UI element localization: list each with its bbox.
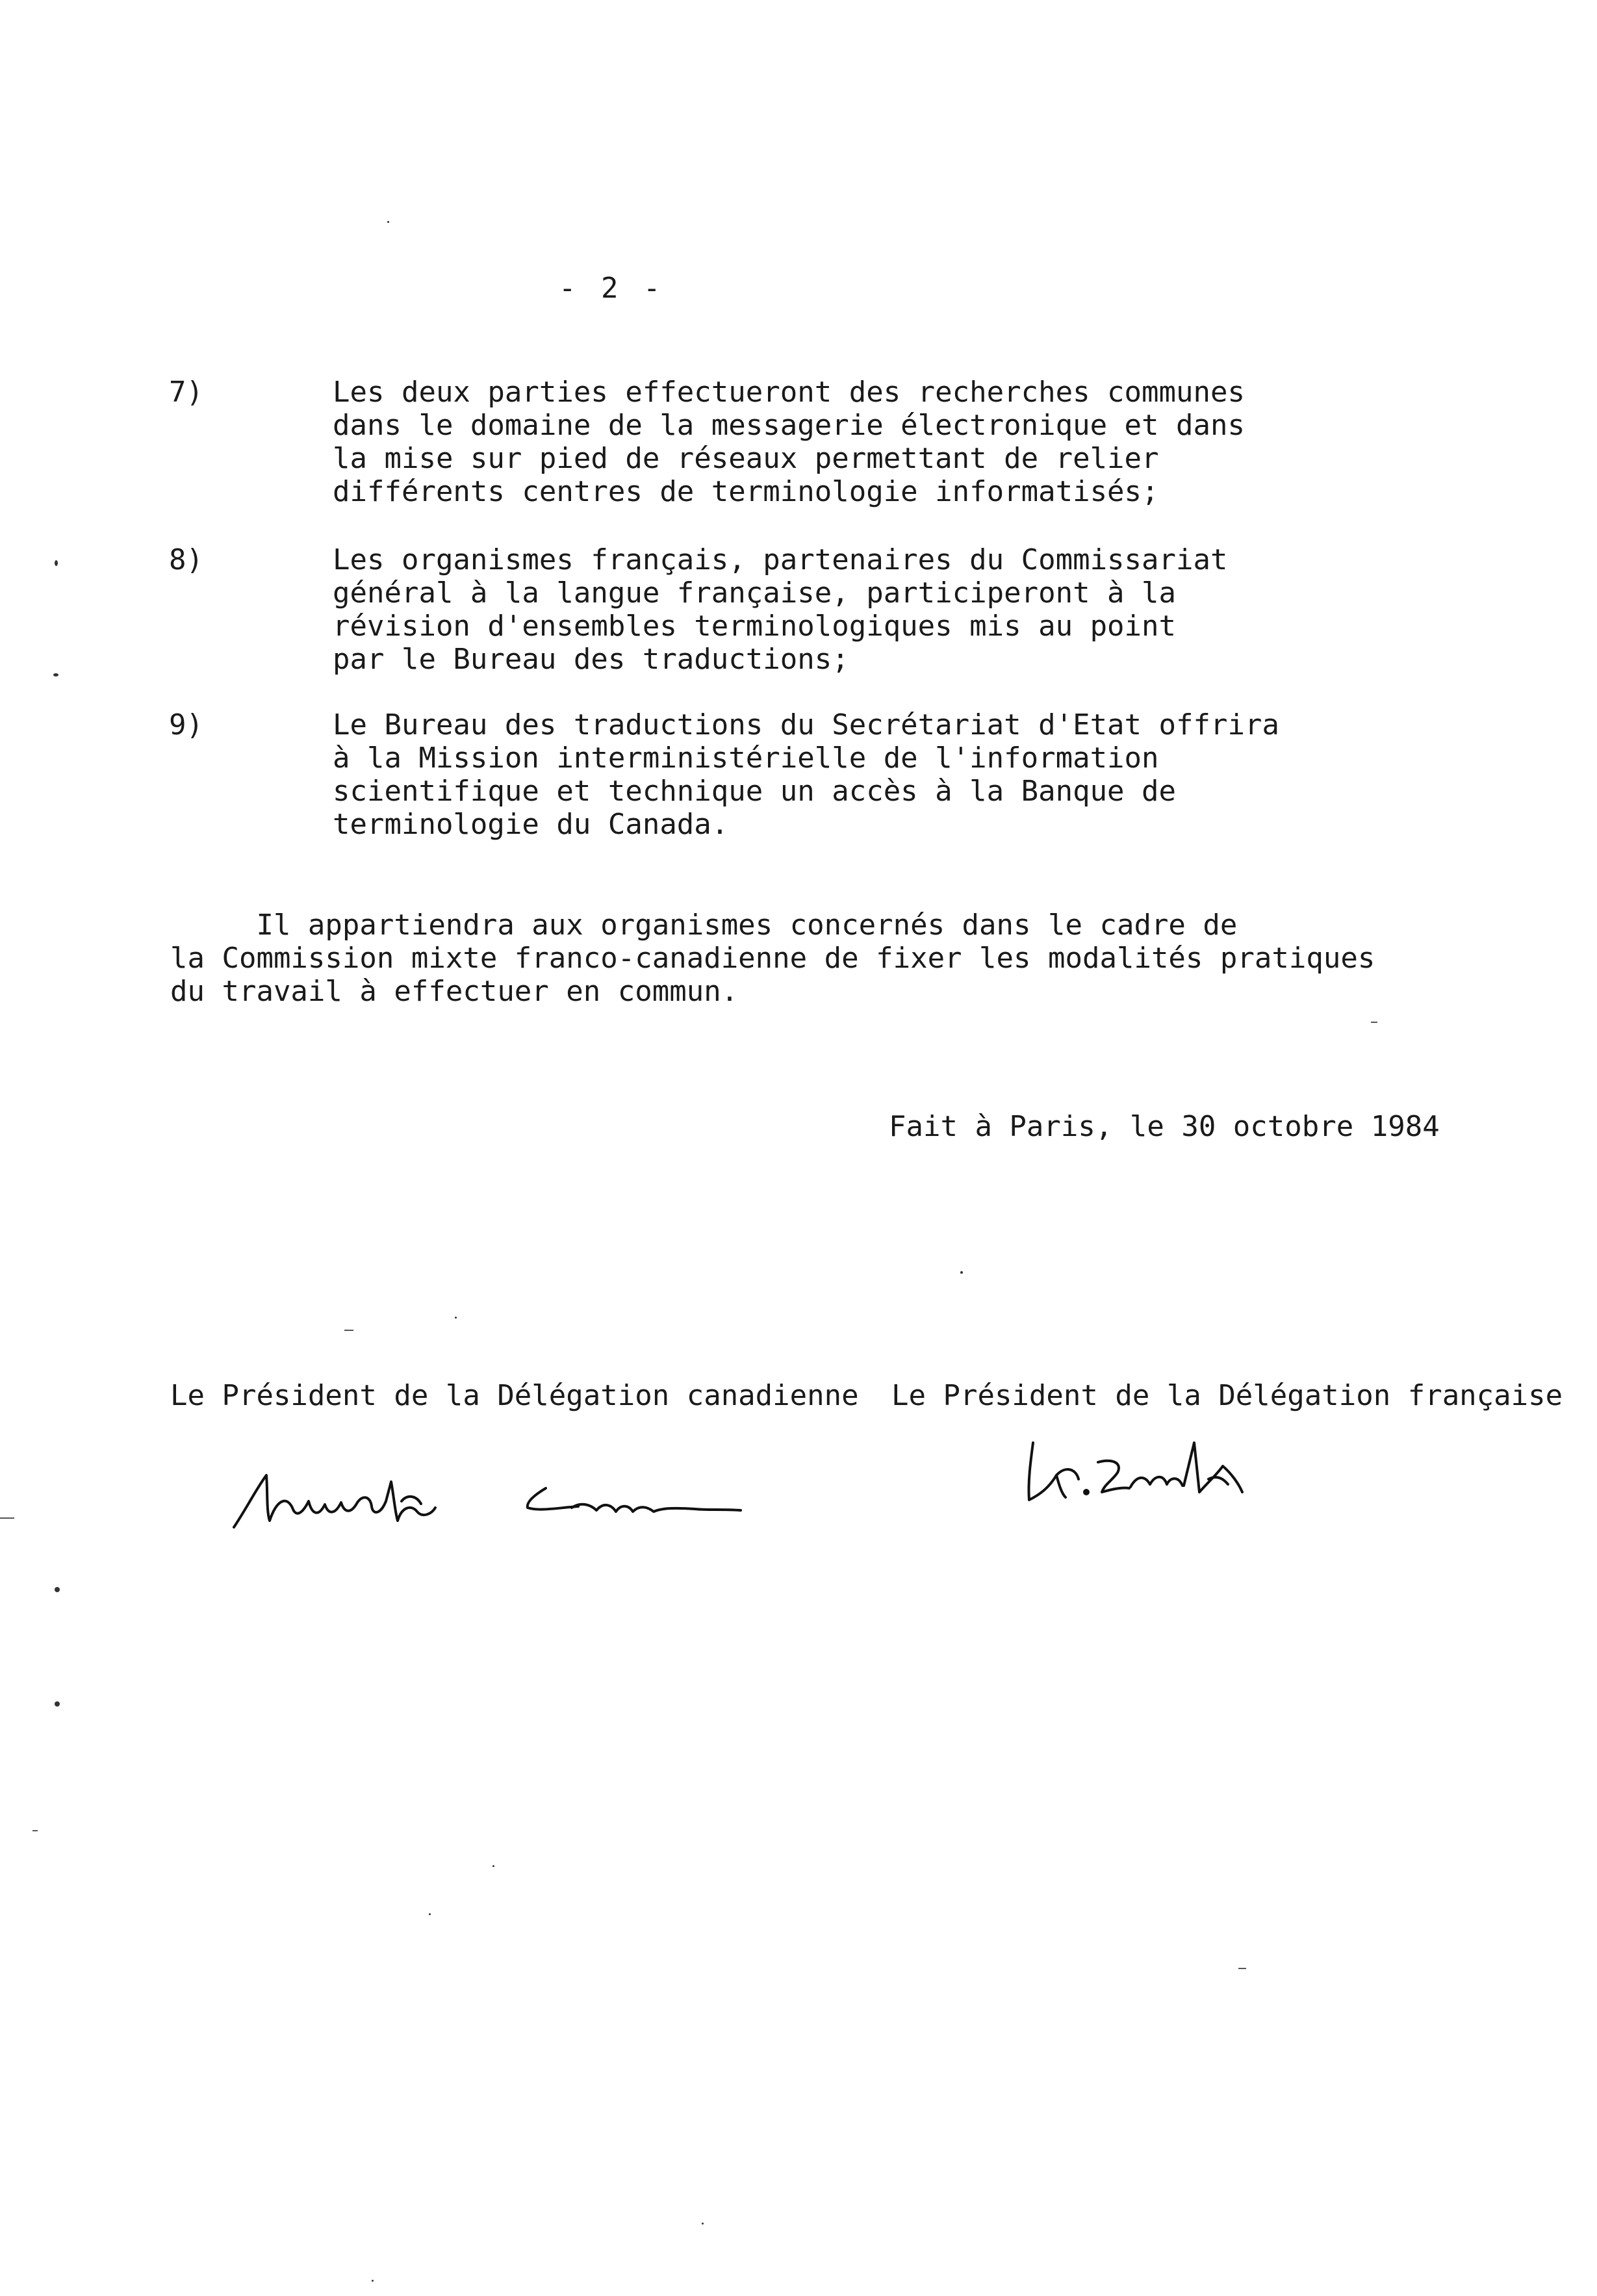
scan-speck — [372, 2280, 374, 2282]
paragraph-line: la Commission mixte franco-canadienne de fixer les modalités pratiques — [170, 942, 1375, 975]
item-line: différents centres de terminologie informatisés; — [333, 475, 1159, 508]
item-line: Le Bureau des traductions du Secrétariat d'Etat offrira — [333, 708, 1279, 742]
scan-mark — [0, 1517, 14, 1519]
scan-speck — [55, 560, 58, 566]
scan-mark — [1238, 1968, 1246, 1969]
item-line: par le Bureau des traductions; — [333, 643, 849, 676]
scan-speck — [387, 221, 389, 223]
canadian-signature — [227, 1456, 760, 1540]
date-line: Fait à Paris, le 30 octobre 1984 — [889, 1110, 1440, 1143]
paragraph-line: du travail à effectuer en commun. — [170, 975, 739, 1008]
item-line: scientifique et technique un accès à la Banque de — [333, 775, 1177, 808]
scan-speck — [960, 1271, 963, 1274]
page-number: - 2 - — [559, 272, 665, 305]
item-number: 9) — [169, 708, 203, 742]
item-number: 7) — [169, 376, 203, 409]
item-text — [333, 708, 1279, 841]
item-line: à la Mission interministérielle de l'information — [333, 742, 1159, 775]
item-line: terminologie du Canada. — [333, 808, 729, 841]
item-text — [333, 376, 1245, 508]
canadian-delegation-label: Le Président de la Délégation canadienne — [170, 1379, 859, 1412]
item-line: Les deux parties effectueront des recherches communes — [333, 376, 1245, 409]
closing-paragraph — [170, 909, 1375, 1008]
item-line: général à la langue française, participeront à la — [333, 576, 1177, 610]
french-signature — [1014, 1430, 1312, 1521]
item-text — [333, 543, 1228, 676]
item-line: la mise sur pied de réseaux permettant de relier — [333, 442, 1159, 475]
scan-mark — [1371, 1022, 1377, 1023]
scan-mark — [32, 1830, 38, 1831]
paragraph-line: Il appartiendra aux organismes concernés dans le cadre de — [170, 909, 1238, 942]
french-delegation-label: Le Président de la Délégation française — [891, 1379, 1563, 1412]
scan-speck — [53, 673, 58, 677]
item-line: Les organismes français, partenaires du Commissariat — [333, 543, 1228, 576]
scan-mark — [344, 1330, 353, 1331]
item-line: révision d'ensembles terminologiques mis au point — [333, 610, 1177, 643]
scan-speck — [429, 1913, 431, 1915]
scan-speck — [455, 1317, 457, 1319]
scan-speck — [492, 1865, 494, 1867]
item-line: dans le domaine de la messagerie électronique et dans — [333, 409, 1245, 442]
scan-speck — [55, 1587, 60, 1592]
scan-speck — [702, 2223, 704, 2225]
item-number: 8) — [169, 543, 203, 576]
scan-speck — [55, 1701, 60, 1707]
